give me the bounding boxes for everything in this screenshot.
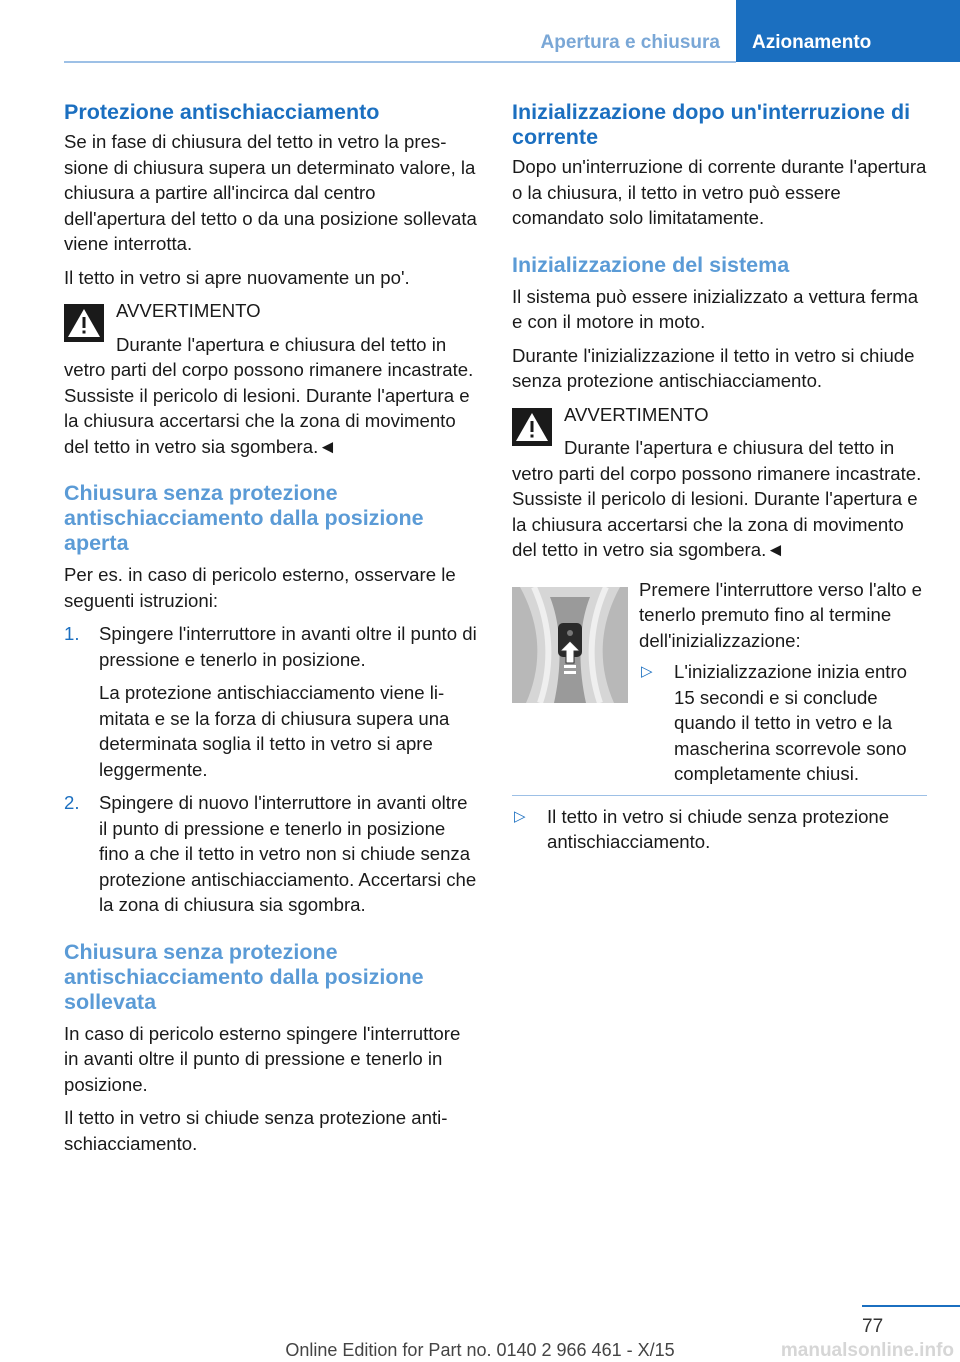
warning-title: AVVERTIMENTO: [564, 403, 709, 425]
header-rule: [64, 61, 736, 63]
figure-text: [639, 577, 927, 787]
heading-system-initialization: Inizializzazione del sistema: [512, 252, 790, 277]
paragraph: Dopo un'interruzione di corrente durante l'apertura o la chiusura, il tetto in vetro può essere comandato solo limitatamente.: [512, 156, 927, 228]
paragraph: Premere l'interruttore verso l'alto e tenerlo premuto fino al termine dell'inizializzazione:: [639, 578, 923, 651]
header-section-label: Apertura e chiusura: [540, 32, 720, 53]
bullet-list: [512, 804, 927, 855]
paragraph: Per es. in caso di pericolo esterno, osservare le seguenti istruzioni:: [64, 564, 456, 611]
paragraph: Durante l'inizializzazione il tetto in vetro si chiude senza protezione antischiacciamento.: [512, 344, 915, 391]
list-item: [512, 804, 927, 855]
paragraph: Il tetto in vetro si chiude senza protezione antischiacciamento.: [64, 1107, 448, 1154]
step-text: Spingere l'interruttore in avanti oltre il punto di pressione e tenerlo in posizione.: [99, 623, 477, 670]
heading-anti-pinch: Protezione antischiacciamento: [64, 100, 380, 124]
right-column: [512, 100, 927, 863]
list-item: [64, 621, 479, 782]
divider: [512, 795, 927, 796]
warning-text: Durante l'apertura e chiusura del tetto in vetro parti del corpo possono rimanere incastrate. Sussiste il pericolo di lesioni. Durante l'apertura e la chiusura accertarsi che la zona di movimento del tetto in vetro sia sgombera.◄: [64, 333, 474, 457]
bullet-text: Il tetto in vetro si chiude senza protezione antischiacciamento.: [547, 805, 890, 852]
roof-switch-image: [512, 587, 628, 703]
warning-icon: [64, 304, 104, 342]
steps-list: [64, 621, 479, 918]
header-active-label: Azionamento: [752, 32, 872, 53]
step-subtext: La protezione antischiacciamento viene limitata e se la forza di chiusura supera una determinata soglia il tetto in vetro si apre leggermente.: [99, 682, 450, 780]
edition-note: Online Edition for Part no. 0140 2 966 461 - X/15: [285, 1340, 675, 1360]
warning-text: Durante l'apertura e chiusura del tetto in vetro parti del corpo possono rimanere incastrate. Sussiste il pericolo di lesioni. Durante l'apertura e la chiusura accertarsi che la zona di movimento del tetto in vetro sia sgombera.◄: [512, 437, 922, 560]
page-header: [0, 0, 960, 62]
paragraph: Il tetto in vetro si apre nuovamente un po'.: [64, 266, 410, 288]
warning-icon: [512, 408, 552, 446]
step-text: Spingere di nuovo l'interruttore in avanti oltre il punto di pressione e tenerlo in posizione fino a che il tetto in vetro non si chiude senza protezione antischiacciamento. Accertarsi che la zona di chiusura sia sgombra.: [99, 792, 477, 915]
left-column: [64, 100, 479, 1164]
warning-box: [512, 402, 927, 563]
bullet-text: L'inizializzazione inizia entro 15 secondi e si conclude quando il tetto in vetro e la mascherina scorrevole sono completamente chiusi.: [674, 661, 907, 784]
switch-figure-block: [512, 577, 927, 787]
watermark: manualsonline.info: [780, 1340, 954, 1361]
paragraph: Il sistema può essere inizializzato a vettura ferma e con il motore in moto.: [512, 285, 919, 332]
triangle-bullet-icon: ▷: [514, 807, 526, 825]
step-number: 1.: [64, 623, 80, 644]
heading-close-raised-position: Chiusura senza protezione antischiacciamento dalla posizione sollevata: [64, 939, 424, 1014]
triangle-bullet-icon: ▷: [641, 663, 653, 680]
list-item: [639, 659, 927, 787]
paragraph: Se in fase di chiusura del tetto in vetro la pressione di chiusura supera un determinato valore, la chiusura a partire all'incirca dal centro dell'apertura del tetto o da una posizione sollevata viene interrotta.: [64, 131, 477, 254]
step-number: 2.: [64, 792, 80, 813]
header-active-tab: [736, 0, 960, 62]
heading-close-open-position: Chiusura senza protezione antischiacciamento dalla posizione aperta: [64, 481, 424, 555]
paragraph: In caso di pericolo esterno spingere l'interruttore in avanti oltre il punto di pressione e tenerlo in posizione.: [64, 1022, 461, 1095]
list-item: [64, 790, 479, 918]
warning-title: AVVERTIMENTO: [116, 300, 261, 321]
heading-initialization-power: Inizializzazione dopo un'interruzione di corrente: [512, 100, 911, 149]
header-section: [0, 0, 736, 62]
page-number: 77: [862, 1316, 884, 1337]
footer-rule: [862, 1305, 960, 1307]
warning-box: [64, 298, 479, 459]
bullet-list: [639, 659, 927, 787]
